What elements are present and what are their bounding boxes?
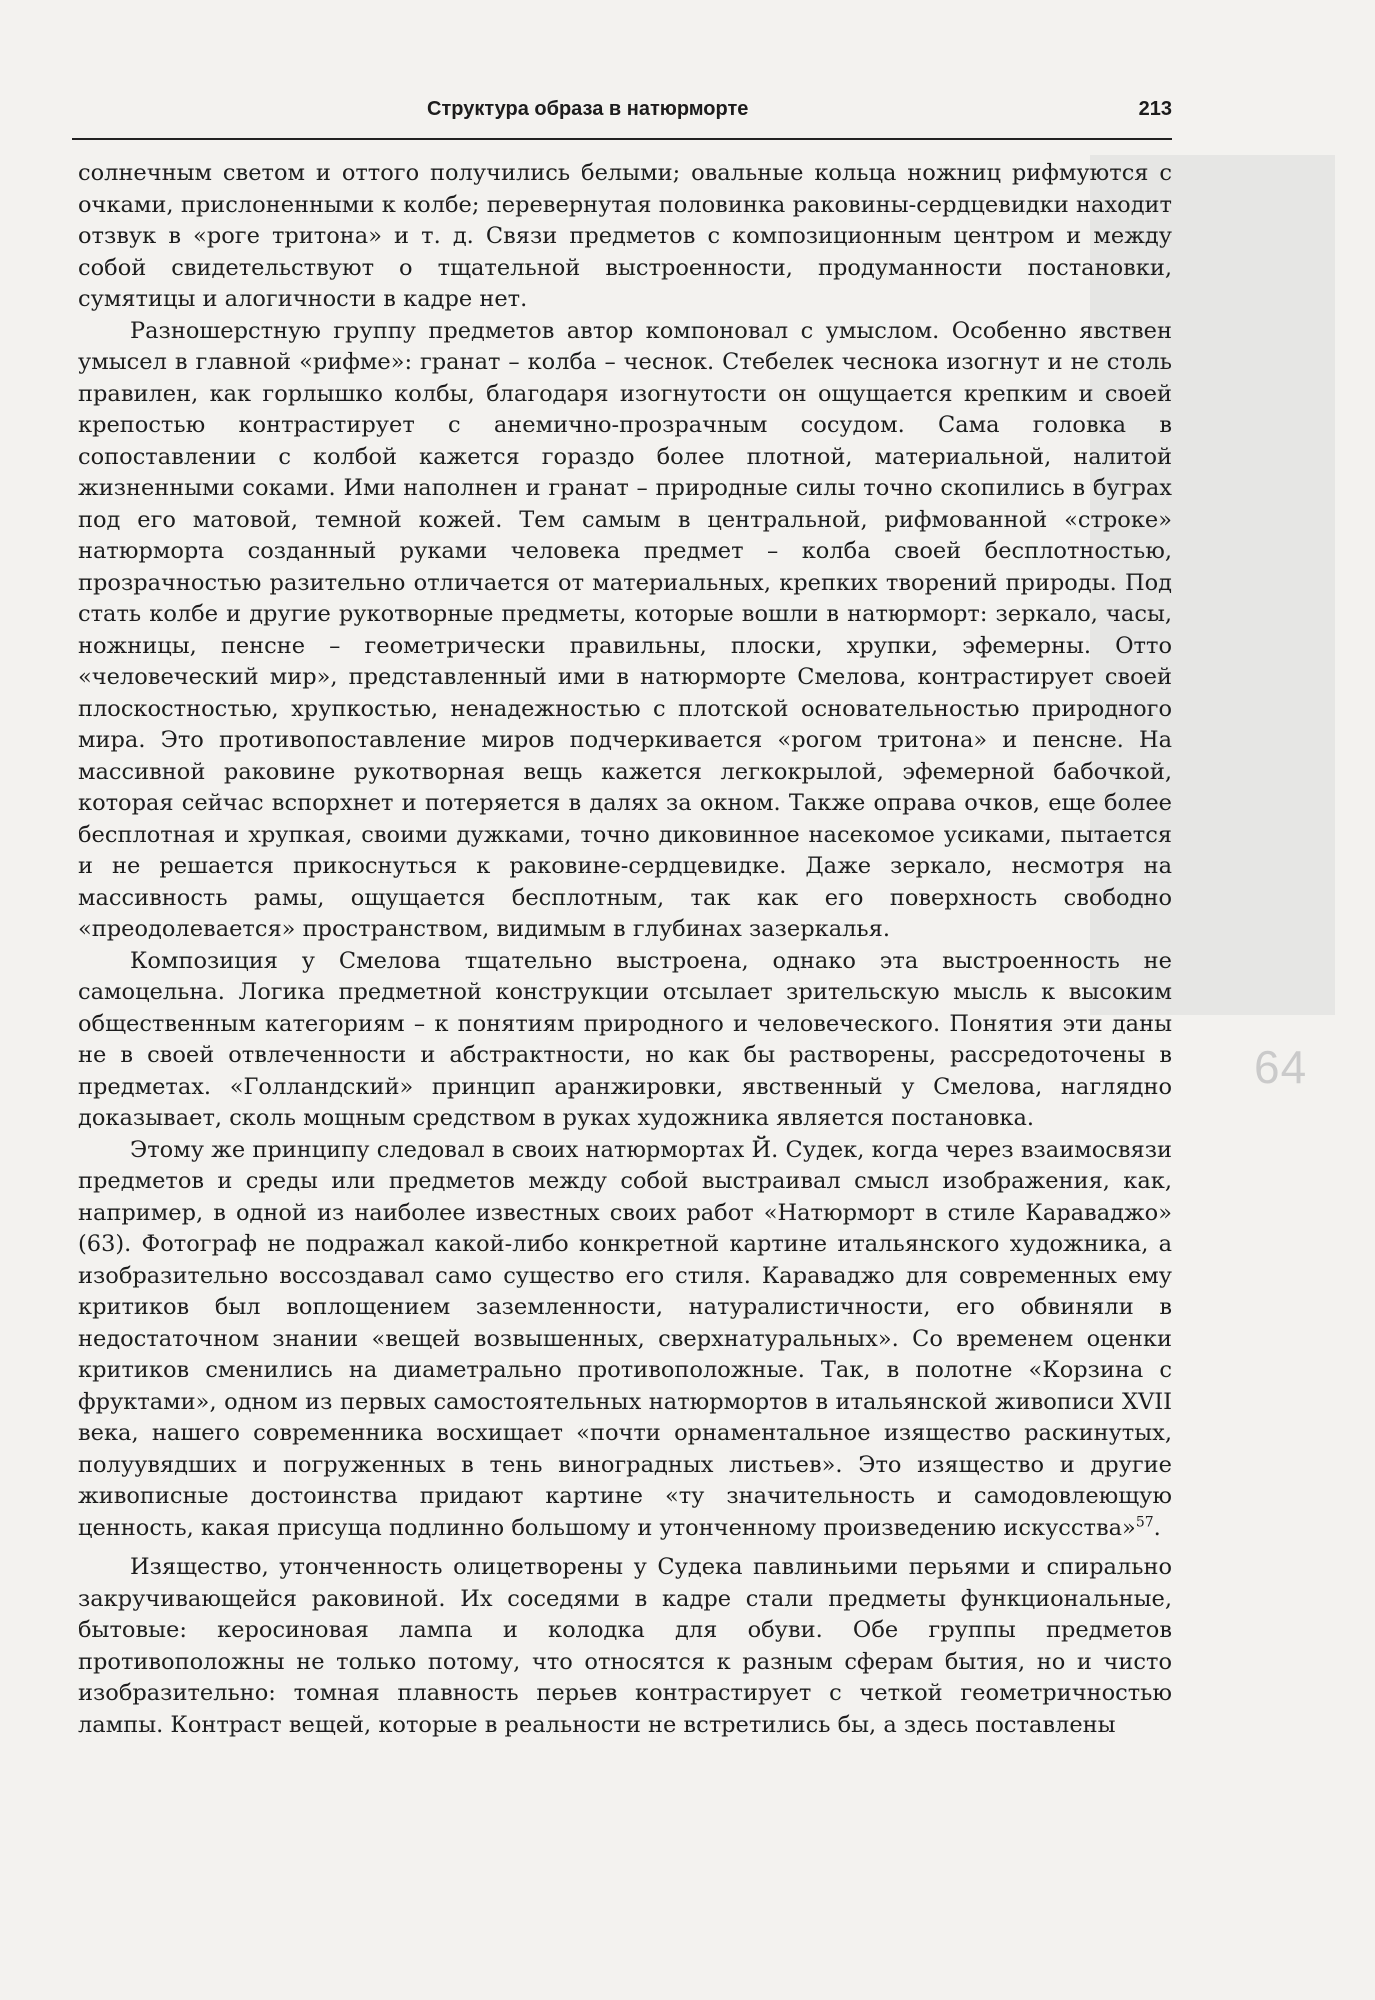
body-text — [78, 158, 1172, 1741]
paragraph-5: Изящество, утонченность олицетворены у Судека павлиньими перьями и спирально закручивающейся раковиной. Их соседями в кадре стали предметы функциональные, бытовые: керосиновая лампа и колодка для обуви. Обе группы предметов противоположны не только потому, что относятся к разным сферам бытия, но и чисто изобразительно: томная плавность перьев контрастирует с четкой геометричностью лампы. Контраст вещей, которые в реальности не встретились бы, а здесь поставлены — [78, 1554, 1172, 1738]
show-through-numeral: 64 — [1254, 1041, 1308, 1093]
paragraph-4-text: Этому же принципу следовал в своих натюрмортах Й. Судек, когда через взаимосвязи предметов и среды или предметов между собой выстраивал смысл изображения, как, например, в одной из наиболее известных своих работ «Натюрморт в стиле Караваджо» (63). Фотограф не подражал какой-либо конкретной картине итальянского художника, а изобразительно воссоздавал само существо его стиля. Караваджо для современных ему критиков был воплощением заземленности, натуралистичности, его обвиняли в недостаточном знании «вещей возвышенных, сверхнатуральных». Со временем оценки критиков сменились на диаметрально противоположные. Так, в полотне «Корзина с фруктами», одном из первых самостоятельных натюрмортов в итальянской живописи XVII века, нашего современника восхищает «почти орнаментальное изящество раскинутых, полуувядших и погруженных в тень виноградных листьев». Это изящество и другие живописные достоинства придают картине «ту значительность и самодовлеющую ценность, какая присуща подлинно большому и утонченному произведению искусства» — [78, 1136, 1172, 1541]
paragraph-1: солнечным светом и оттого получились белыми; овальные кольца ножниц рифмуются с очками, прислоненными к колбе; перевернутая половинка раковины-сердцевидки находит отзвук в «роге тритона» и т. д. Связи предметов с композиционным центром и между собой свидетельствуют о тщательной выстроенности, продуманности постановки, сумятицы и алогичности в кадре нет. — [78, 160, 1172, 312]
paragraph-4 — [78, 1135, 1172, 1545]
paragraph-2: Разношерстную группу предметов автор компоновал с умыслом. Особенно явствен умысел в главной «рифме»: гранат – колба – чеснок. Стебелек чеснока изогнут и не столь правилен, как горлышко колбы, благодаря изогнутости он ощущается крепким и своей крепостью контрастирует с анемично-прозрачным сосудом. Сама головка в сопоставлении с колбой кажется гораздо более плотной, материальной, налитой жизненными соками. Ими наполнен и гранат – природные силы точно скопились в буграх под его матовой, темной кожей. Тем самым в центральной, рифмованной «строке» натюрморта созданный руками человека предмет – колба своей бесплотностью, прозрачностью разительно отличается от материальных, крепких творений природы. Под стать колбе и другие рукотворные предметы, которые вошли в натюрморт: зеркало, часы, ножницы, пенсне – геометрически правильны, плоски, хрупки, эфемерны. Отто «человеческий мир», представленный ими в натюрморте Смелова, контрастирует своей плоскостностью, хрупкостью, ненадежностью с плотской основательностью природного мира. Это противопоставление миров подчеркивается «рогом тритона» и пенсне. На массивной раковине рукотворная вещь кажется легкокрылой, эфемерной бабочкой, которая сейчас вспорхнет и потеряется в далях за окном. Также оправа очков, еще более бесплотная и хрупкая, своими дужками, точно диковинное насекомое усиками, пытается и не решается прикоснуться к раковине-сердцевидке. Даже зеркало, несмотря на массивность рамы, ощущается бесплотным, так как его поверхность свободно «преодолевается» пространством, видимым в глубинах зазеркалья. — [78, 317, 1172, 942]
paragraph-3: Композиция у Смелова тщательно выстроена, однако эта выстроенность не самоцельна. Логика предметной конструкции отсылает зрительскую мысль к высоким общественным категориям – к понятиям природного и человеческого. Понятия эти даны не в своей отвлеченности и абстрактности, но как бы растворены, рассредоточены в предметах. «Голландский» принцип аранжировки, явственный у Смелова, наглядно доказывает, сколь мощным средством в руках художника является постановка. — [78, 947, 1172, 1131]
paragraph-4-tail: . — [1153, 1514, 1161, 1541]
page-number: 213 — [1138, 98, 1172, 120]
running-header — [72, 94, 1172, 140]
footnote-marker: 57 — [1135, 1514, 1154, 1530]
running-title: Структура образа в натюрморте — [427, 98, 749, 120]
